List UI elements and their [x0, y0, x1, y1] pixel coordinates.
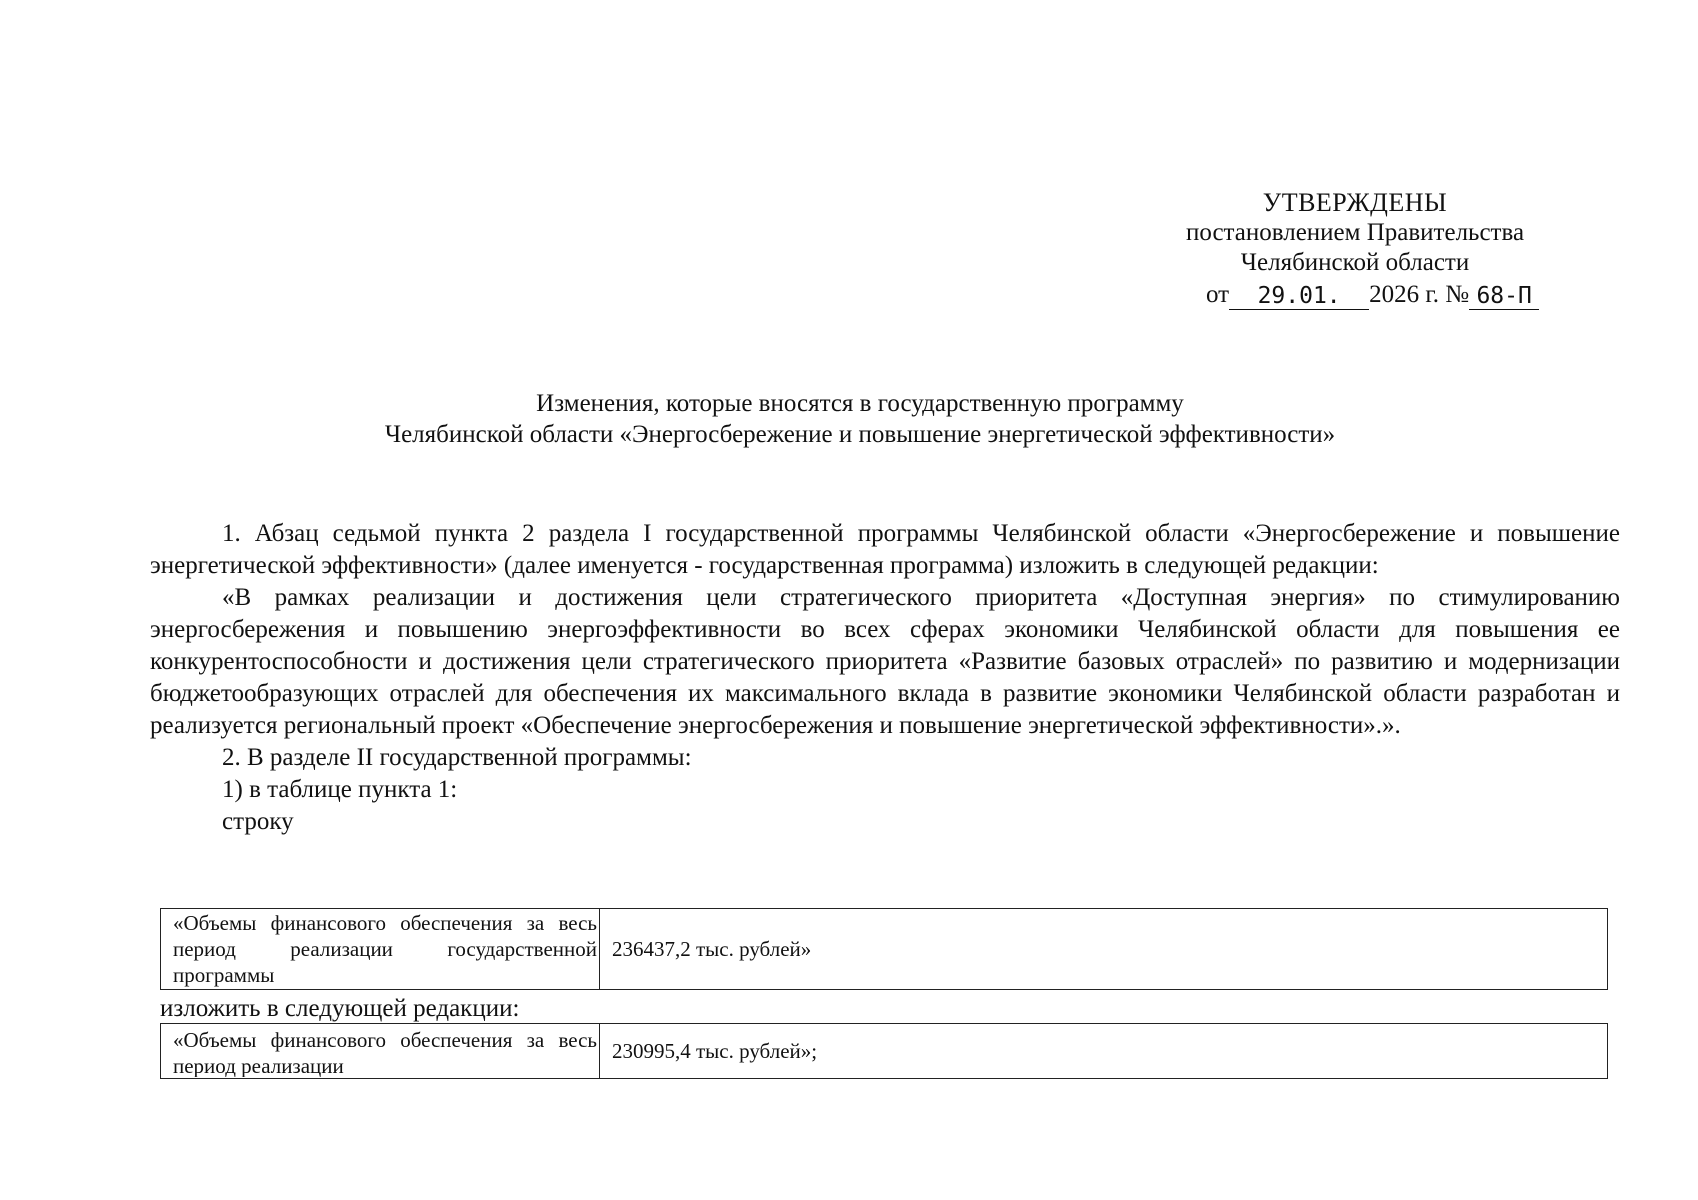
document-body: [150, 518, 1620, 838]
approval-line-1: постановлением Правительства: [1185, 219, 1525, 246]
table-old-row: [160, 908, 1608, 990]
year-text: 2026 г. №: [1369, 281, 1470, 308]
table-cell-value: 230995,4 тыс. рублей»;: [600, 1024, 1608, 1079]
heading-line-1: Изменения, которые вносятся в государственную программу: [536, 390, 1184, 417]
table-cell-label: [161, 1024, 600, 1079]
table-cell-label: «Объемы финансового обеспечения за весь период реализации государственной программы: [161, 909, 600, 990]
date-prefix: от: [1206, 281, 1230, 308]
approval-title: УТВЕРЖДЕНЫ: [1262, 188, 1448, 217]
paragraph-2: «В рамках реализации и достижения цели стратегического приоритета «Доступная энергия» по стимулированию энергосбережения и повышению энергоэффективности во всех сферах экономики Челябинской области для повышения ее конкурентоспособности и достижения цели стратегического приоритета «Развитие базовых отраслей» по развитию и модернизации бюджетообразующих отраслей для обеспечения их максимального вклада в развитие экономики Челябинской области разработан и реализуется региональный проект «Обеспечение энергосбережения и повышение энергетической эффективности».».: [150, 584, 1620, 739]
replacement-label: изложить в следующей редакции:: [160, 995, 520, 1022]
table-cell-value: 236437,2 тыс. рублей»: [600, 909, 1608, 990]
document-heading: [150, 388, 1570, 450]
number-field: 68-П: [1469, 283, 1539, 310]
table-row: [161, 1024, 1608, 1079]
table-cell-label-text: «Объемы финансового обеспечения за весь период реализации: [173, 1027, 597, 1077]
approval-date-line: [1140, 280, 1570, 310]
paragraph-1: 1. Абзац седьмой пункта 2 раздела I государственной программы Челябинской области «Энергосбережение и повышение энергетической эффективности» (далее именуется - государственная программа) изложить в следующей редакции:: [150, 520, 1620, 579]
approval-block: [1140, 188, 1570, 310]
paragraph-3: 2. В разделе II государственной программы:: [222, 744, 692, 771]
approval-line-2: Челябинской области: [1240, 249, 1470, 276]
table-new-row: [160, 1023, 1608, 1079]
heading-line-2: Челябинской области «Энергосбережение и повышение энергетической эффективности»: [384, 421, 1336, 448]
paragraph-4: 1) в таблице пункта 1:: [222, 776, 458, 803]
paragraph-5: строку: [222, 808, 294, 835]
table-row: [161, 909, 1608, 990]
date-field: 29.01.: [1229, 283, 1369, 310]
